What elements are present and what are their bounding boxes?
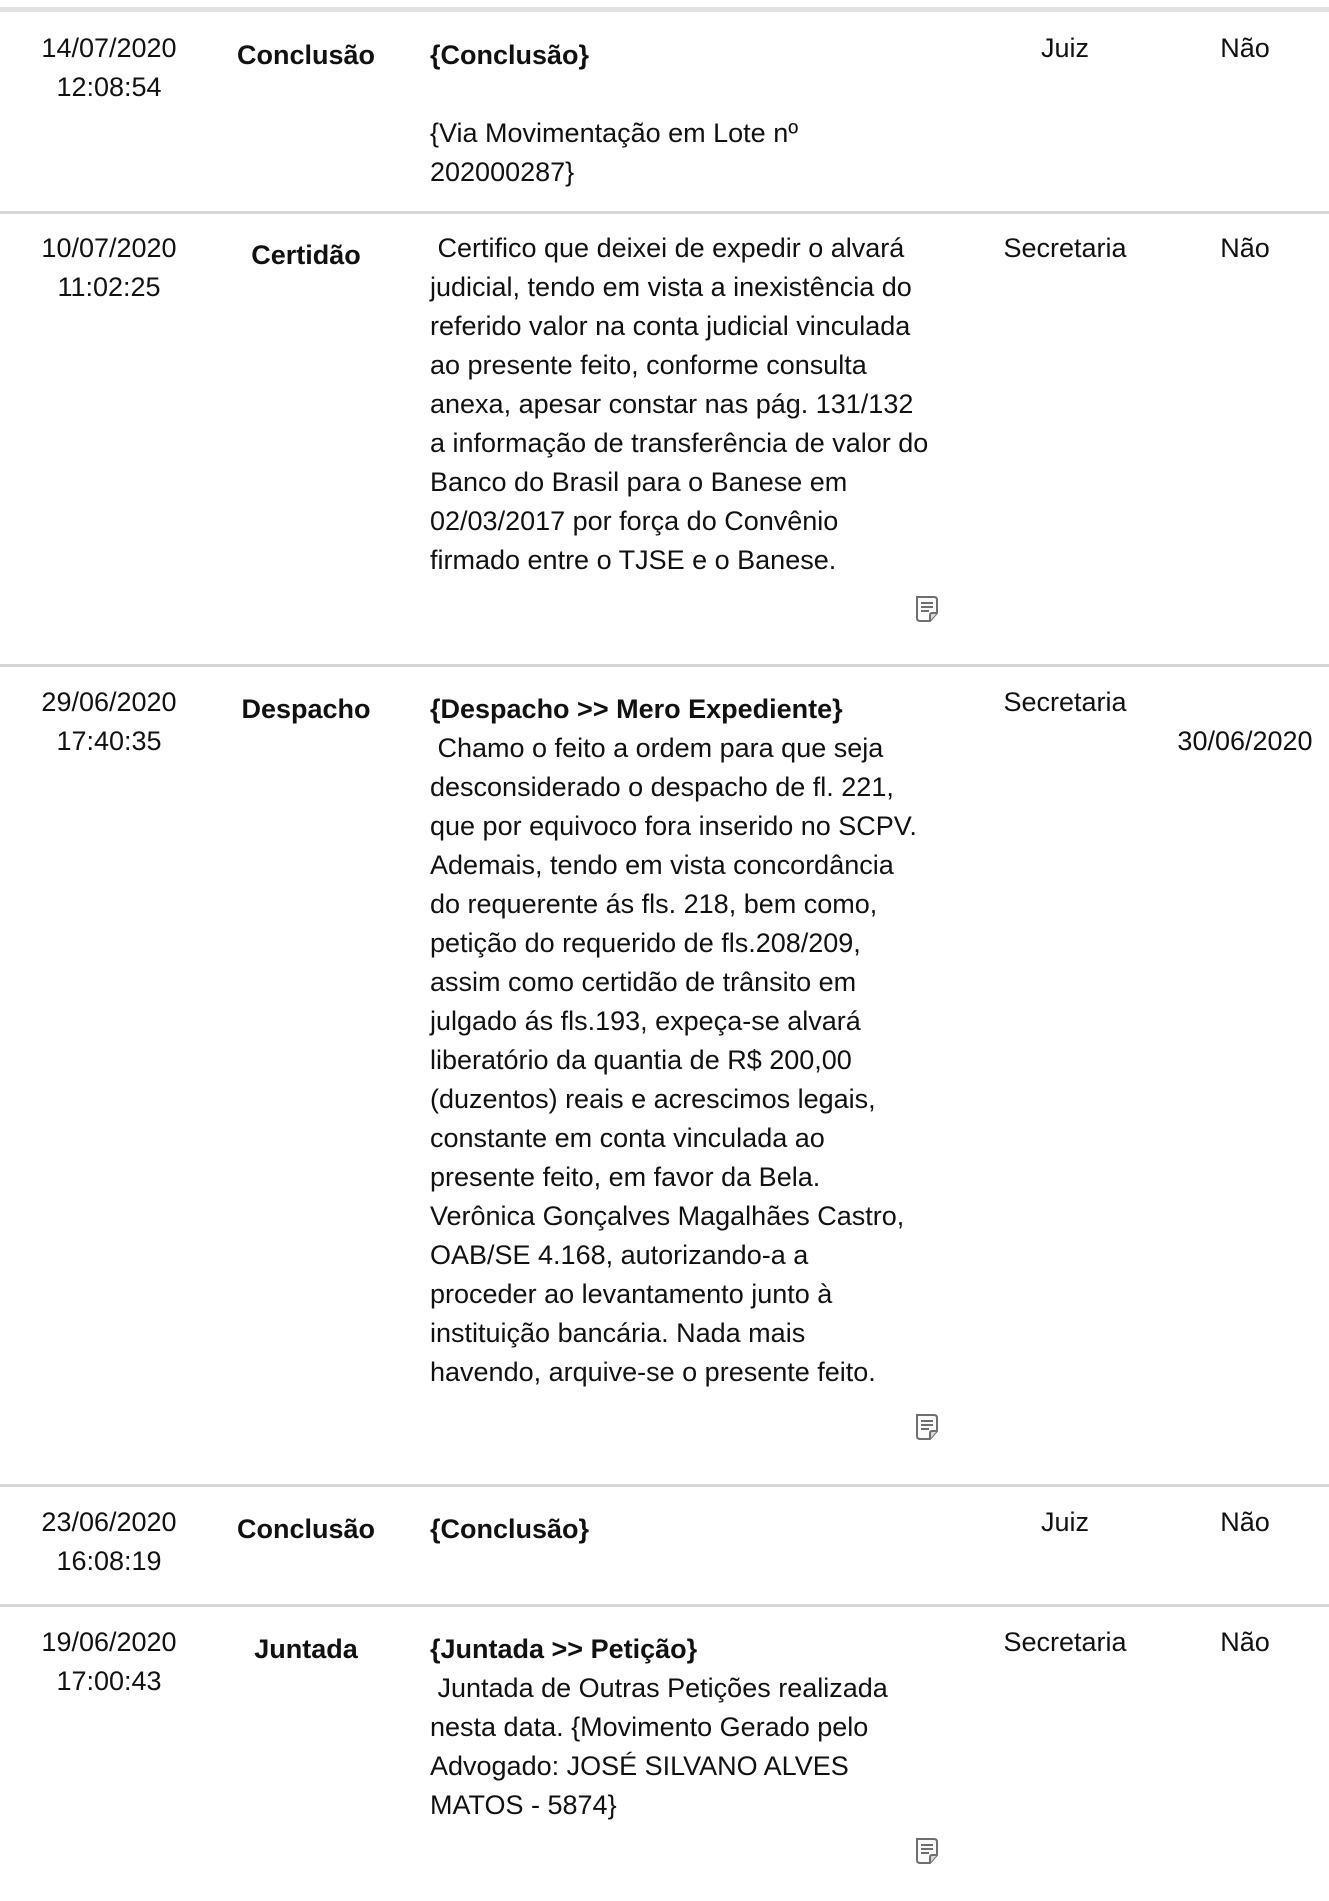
movement-text-line: {Via Movimentação em Lote nº	[430, 118, 799, 148]
movement-time: 12:08:54	[56, 72, 162, 102]
movement-text-line: Ademais, tendo em vista concordância	[430, 850, 894, 880]
movement-flag: 30/06/2020	[1177, 726, 1313, 756]
movement-responsible: Secretaria	[1003, 233, 1127, 263]
movement-text-line: a informação de transferência de valor do	[430, 428, 929, 458]
movement-time: 11:02:25	[57, 272, 161, 302]
movement-text-line: havendo, arquive-se o presente feito.	[430, 1357, 876, 1387]
movement-text-line: OAB/SE 4.168, autorizando-a a	[430, 1240, 809, 1270]
movement-text-line: nesta data. {Movimento Gerado pelo	[430, 1712, 869, 1742]
movement-responsible: Juiz	[1040, 1507, 1089, 1537]
movement-date: 10/07/2020	[41, 233, 177, 263]
movement-text-line: liberatório da quantia de R$ 200,00	[430, 1045, 852, 1075]
movement-text-line: desconsiderado o despacho de fl. 221,	[430, 772, 894, 802]
movement-text-line: Certifico que deixei de expedir o alvará	[430, 233, 905, 263]
movement-text-line: Juntada de Outras Petições realizada	[430, 1673, 888, 1703]
row-separator	[0, 211, 1329, 214]
document-icon[interactable]	[912, 1836, 942, 1866]
movement-text-line: petição do requerido de fls.208/209,	[430, 928, 861, 958]
movement-text-line: Advogado: JOSÉ SILVANO ALVES	[430, 1751, 849, 1781]
movement-text-line: instituição bancária. Nada mais	[430, 1318, 806, 1348]
movement-text-line: MATOS - 5874}	[430, 1790, 617, 1820]
movement-description	[430, 1510, 970, 1549]
movement-type: Conclusão	[236, 1514, 376, 1544]
movement-time: 17:40:35	[56, 726, 162, 756]
movement-time: 16:08:19	[56, 1546, 162, 1576]
movement-title: {Conclusão}	[430, 1514, 590, 1544]
movement-text-line: ao presente feito, conforme consulta	[430, 350, 867, 380]
movement-flag: Não	[1220, 1627, 1270, 1657]
movement-text-line: Banco do Brasil para o Banese em	[430, 467, 848, 497]
row-separator	[0, 1484, 1329, 1487]
table-top-border	[0, 7, 1329, 12]
movement-flag: Não	[1220, 233, 1270, 263]
movement-date-cell	[10, 1503, 208, 1581]
movement-responsible: Juiz	[1040, 33, 1089, 63]
row-separator	[0, 664, 1329, 667]
document-icon[interactable]	[912, 594, 942, 624]
movement-text-line	[430, 75, 970, 114]
movement-text-line: proceder ao levantamento junto à	[430, 1279, 833, 1309]
movement-title: {Despacho >> Mero Expediente}	[430, 694, 843, 724]
movement-title: {Conclusão}	[430, 40, 590, 70]
movement-text-line: judicial, tendo em vista a inexistência do	[430, 272, 912, 302]
movement-date: 23/06/2020	[41, 1507, 177, 1537]
movement-text-line: julgado ás fls.193, expeça-se alvará	[430, 1006, 861, 1036]
movement-text-line: firmado entre o TJSE e o Banese.	[430, 545, 837, 575]
movement-description	[430, 36, 970, 192]
movement-date: 29/06/2020	[41, 687, 177, 717]
movement-time: 17:00:43	[56, 1666, 162, 1696]
movement-description	[430, 1630, 970, 1825]
movement-flag: Não	[1220, 33, 1270, 63]
movement-date-cell	[10, 229, 208, 307]
movement-date: 14/07/2020	[41, 33, 177, 63]
movement-date-cell	[10, 1623, 208, 1701]
movement-text-line: Chamo o feito a ordem para que seja	[430, 733, 884, 763]
movement-date: 19/06/2020	[41, 1627, 177, 1657]
movement-description	[430, 229, 970, 580]
movement-flag: Não	[1220, 1507, 1270, 1537]
movement-responsible: Secretaria	[1003, 687, 1127, 717]
movement-text-line: referido valor na conta judicial vinculada	[430, 311, 911, 341]
movement-text-line: assim como certidão de trânsito em	[430, 967, 857, 997]
movement-text-line: (duzentos) reais e acrescimos legais,	[430, 1084, 876, 1114]
movement-text-line: 02/03/2017 por força do Convênio	[430, 506, 839, 536]
movement-date-cell	[10, 29, 208, 107]
movement-type: Conclusão	[236, 40, 376, 70]
movement-type: Juntada	[254, 1634, 358, 1664]
movement-description	[430, 690, 970, 1392]
document-icon[interactable]	[912, 1412, 942, 1442]
movement-text-line: 202000287}	[430, 157, 575, 187]
movement-text-line: presente feito, em favor da Bela.	[430, 1162, 821, 1192]
movement-text-line: anexa, apesar constar nas pág. 131/132	[430, 389, 914, 419]
movement-type: Despacho	[241, 694, 371, 724]
movement-text-line: Verônica Gonçalves Magalhães Castro,	[430, 1201, 905, 1231]
movement-date-cell	[10, 683, 208, 761]
movement-type: Certidão	[251, 240, 361, 270]
movement-text-line: constante em conta vinculada ao	[430, 1123, 825, 1153]
movement-text-line: do requerente ás fls. 218, bem como,	[430, 889, 878, 919]
movement-responsible: Secretaria	[1003, 1627, 1127, 1657]
row-separator	[0, 1604, 1329, 1607]
movement-text-line: que por equivoco fora inserido no SCPV.	[430, 811, 917, 841]
movement-title: {Juntada >> Petição}	[430, 1634, 698, 1664]
